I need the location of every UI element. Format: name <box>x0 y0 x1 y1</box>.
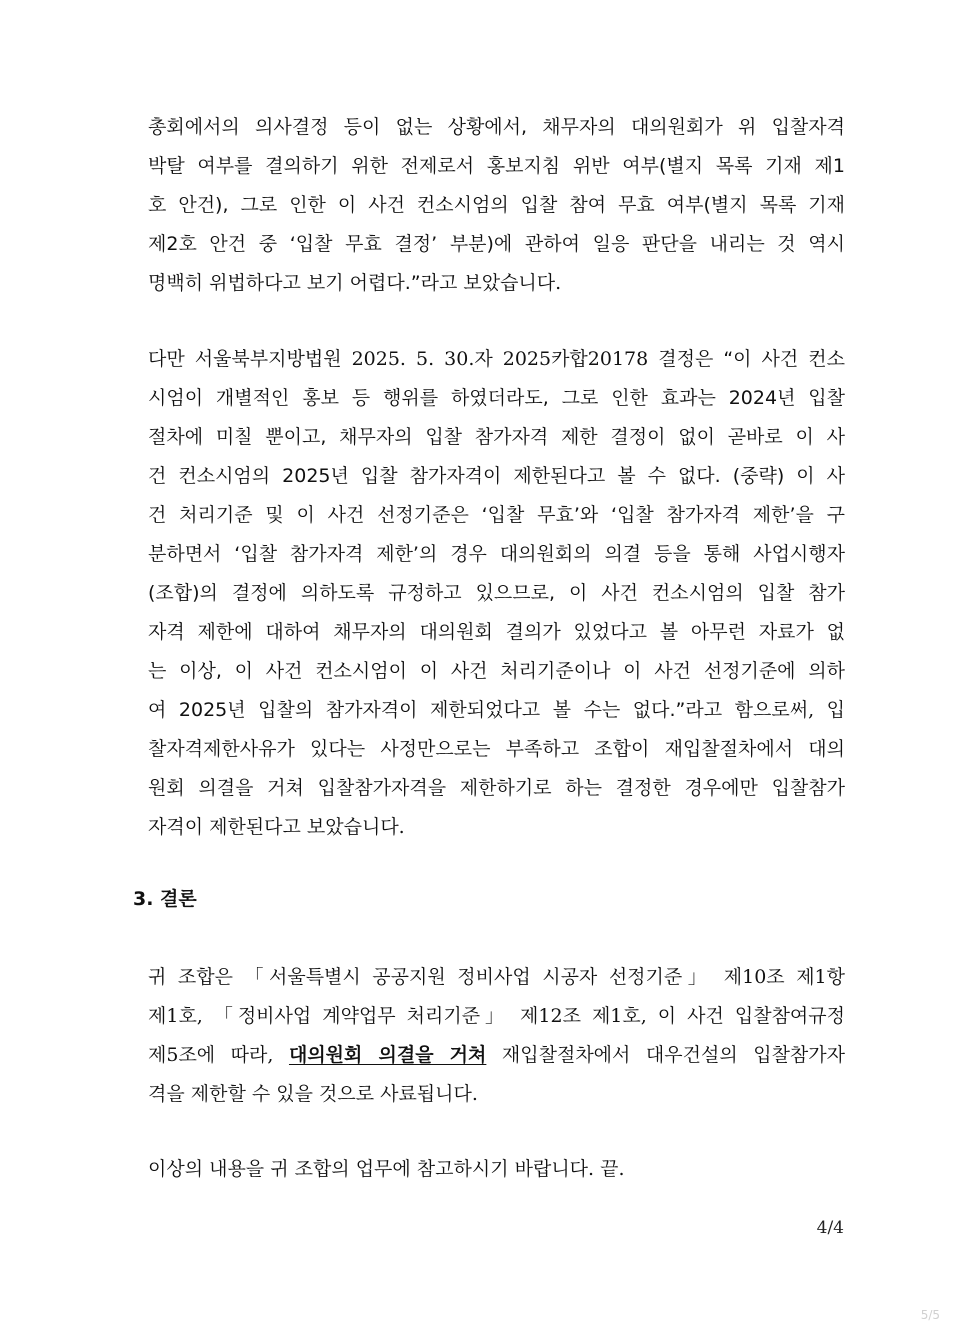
section-heading: 3. 결론 <box>133 888 197 910</box>
text-segment: 다만 서울북부지방법원 2025. 5. 30.자 2025카합20178 결정은 <box>148 348 724 370</box>
text-segment: 명백히 위법하다고 보기 어렵다.” <box>148 272 421 294</box>
paragraph-conclusion <box>148 958 845 1114</box>
page-number: 4/4 <box>816 1218 844 1238</box>
text-segment: 제5조에 따라, <box>148 1044 289 1066</box>
text-line: 격을 제한할 수 있을 것으로 사료됩니다. <box>148 1083 478 1105</box>
paragraph-court-opinion-1 <box>148 108 845 303</box>
text-line: (조합)의 결정에 의하도록 규정하고 있으므로, 이 사건 컨소시엄의 입찰 참가 <box>148 582 845 604</box>
closing-statement <box>148 1150 845 1189</box>
text-line: 찰자격제한사유가 있다는 사정만으로는 부족하고 조합이 재입찰절차에서 대의 <box>148 738 845 760</box>
paragraph-court-opinion-2 <box>148 340 845 847</box>
text-line: 건 컨소시엄의 2025년 입찰 참가자격이 제한된다고 볼 수 없다. (중략) 이 사 <box>148 465 845 487</box>
text-segment: 라고 보았습니다. <box>420 272 562 294</box>
text-segment: 라고 함으로써, 입 <box>685 699 845 721</box>
emphasized-text: 대의원회 의결을 거쳐 <box>288 1044 487 1066</box>
text-line: 귀 조합은 「서울특별시 공공지원 정비사업 시공자 선정기준」 제10조 제1항 <box>148 966 845 988</box>
text-line: 절차에 미칠 뿐이고, 채무자의 입찰 참가자격 제한 결정이 없이 곧바로 이 사 <box>148 426 845 448</box>
text-line: 호 안건), 그로 인한 이 사건 컨소시엄의 입찰 참여 무효 여부(별지 목록 기재 <box>148 194 845 216</box>
viewer-page-indicator: 5/5 <box>920 1308 940 1322</box>
text-segment: 재입찰절차에서 대우건설의 입찰참가자 <box>486 1044 845 1066</box>
text-line <box>148 264 845 303</box>
text-line: 분하면서 ‘입찰 참가자격 제한’의 경우 대의원회의 의결 등을 통해 사업시행자 <box>148 543 845 565</box>
text-line: 시엄이 개별적인 홍보 등 행위를 하였더라도, 그로 인한 효과는 2024년 입찰 <box>148 387 845 409</box>
text-line <box>148 340 845 379</box>
text-segment: 여 2025년 입찰의 참가자격이 제한되었다고 볼 수는 없다.” <box>148 699 686 721</box>
text-line <box>148 1036 845 1075</box>
text-line: 이상의 내용을 귀 조합의 업무에 참고하시기 바랍니다. 끝. <box>148 1158 625 1180</box>
text-line: 원회 의결을 거쳐 입찰참가자격을 제한하기로 하는 결정한 경우에만 입찰참가 <box>148 777 845 799</box>
text-line: 제1호, 「정비사업 계약업무 처리기준」 제12조 제1호, 이 사건 입찰참여규정 <box>148 1005 845 1027</box>
text-line: 건 처리기준 및 이 사건 선정기준은 ‘입찰 무효’와 ‘입찰 참가자격 제한’을 구 <box>148 504 845 526</box>
text-line <box>148 691 845 730</box>
text-line: 자격 제한에 대하여 채무자의 대의원회 결의가 있었다고 볼 아무런 자료가 없 <box>148 621 845 643</box>
text-line: 박탈 여부를 결의하기 위한 전제로서 홍보지침 위반 여부(별지 목록 기재 제1 <box>148 155 845 177</box>
text-line: 자격이 제한된다고 보았습니다. <box>148 816 405 838</box>
text-line: 는 이상, 이 사건 컨소시엄이 이 사건 처리기준이나 이 사건 선정기준에 의하 <box>148 660 845 682</box>
text-segment: “이 사건 컨소 <box>723 348 845 370</box>
text-line: 총회에서의 의사결정 등이 없는 상황에서, 채무자의 대의원회가 위 입찰자격 <box>148 116 845 138</box>
text-line: 제2호 안건 중 ‘입찰 무효 결정’ 부분)에 관하여 일응 판단을 내리는 것 역시 <box>148 233 845 255</box>
